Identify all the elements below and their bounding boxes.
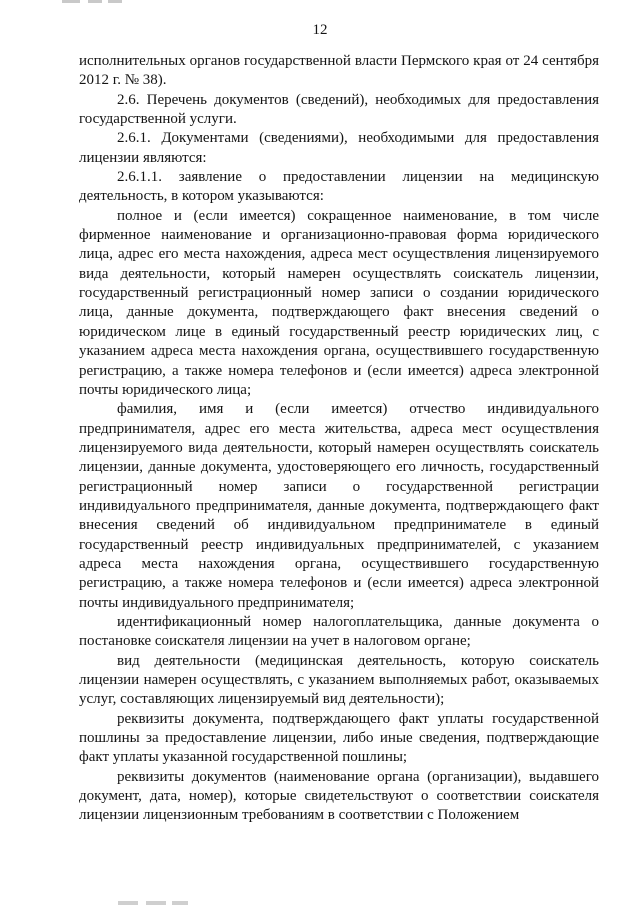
scan-edge-mark-top xyxy=(62,0,122,3)
paragraph-state-fee-details: реквизиты документа, подтверждающего факт уплаты государственной пошлины за предоставление лицензии, либо иные сведения, подтверждающие факт уплаты указанной государственной пошлины; xyxy=(79,710,599,766)
paragraph-legal-entity-details: полное и (если имеется) сокращенное наименование, в том числе фирменное наименование и организационно-правовая форма юридического лица, адрес его места нахождения, адреса мест осуществления лицензируемого вида деятельности, который намерен осуществлять соискатель лицензии, государственный регистрационный номер записи о создании юридического лица, данные документа, подтверждающего факт внесения сведений о юридическом лице в единый государственный реестр юридических лиц, с указанием адреса места нахождения органа, осуществившего государственную регистрацию, а также номера телефонов и (если имеется) адреса электронной почты юридического лица; xyxy=(79,207,599,398)
paragraph-section-2-6: 2.6. Перечень документов (сведений), необходимых для предоставления государственной услуги. xyxy=(79,91,599,128)
paragraph-section-2-6-1-1: 2.6.1.1. заявление о предоставлении лицензии на медицинскую деятельность, в котором указываются: xyxy=(79,169,599,205)
page-number: 12 xyxy=(312,22,328,38)
paragraph-activity-type: вид деятельности (медицинская деятельность, которую соискатель лицензии намерен осуществлять, с указанием выполняемых работ, оказываемых услуг, составляющих лицензируемый вид деятельности); xyxy=(79,652,599,708)
paragraph-entrepreneur-details: фамилия, имя и (если имеется) отчество индивидуального предпринимателя, адрес его места жительства, адреса мест осуществления лицензируемого вида деятельности, который намерен осуществлять соискатель лицензии, данные документа, удостоверяющего его личность, государственный регистрационный номер записи о государственной регистрации индивидуального предпринимателя, данные документа, подтверждающего факт внесения сведений об индивидуальном предпринимателе в единый государственный реестр индивидуальных предпринимателей, с указанием адреса места нахождения органа, осуществившего государственную регистрацию, а также номера телефонов и (если имеется) адреса электронной почты индивидуального предпринимателя; xyxy=(79,401,599,611)
paragraph-continuation: исполнительных органов государственной власти Пермского края от 24 сентября 2012 г. № 38). xyxy=(79,53,599,89)
paragraph-compliance-documents: реквизиты документов (наименование органа (организации), выдавшего документ, дата, номер), которые свидетельствуют о соответствии соискателя лицензии лицензионным требованиям в соответствии с Положением xyxy=(79,768,599,824)
document-body xyxy=(79,52,599,826)
paragraph-taxpayer-number: идентификационный номер налогоплательщика, данные документа о постановке соискателя лицензии на учет в налоговом органе; xyxy=(79,613,599,650)
scan-edge-mark-bottom xyxy=(118,901,188,905)
paragraph-section-2-6-1: 2.6.1. Документами (сведениями), необходимыми для предоставления лицензии являются: xyxy=(79,130,599,166)
